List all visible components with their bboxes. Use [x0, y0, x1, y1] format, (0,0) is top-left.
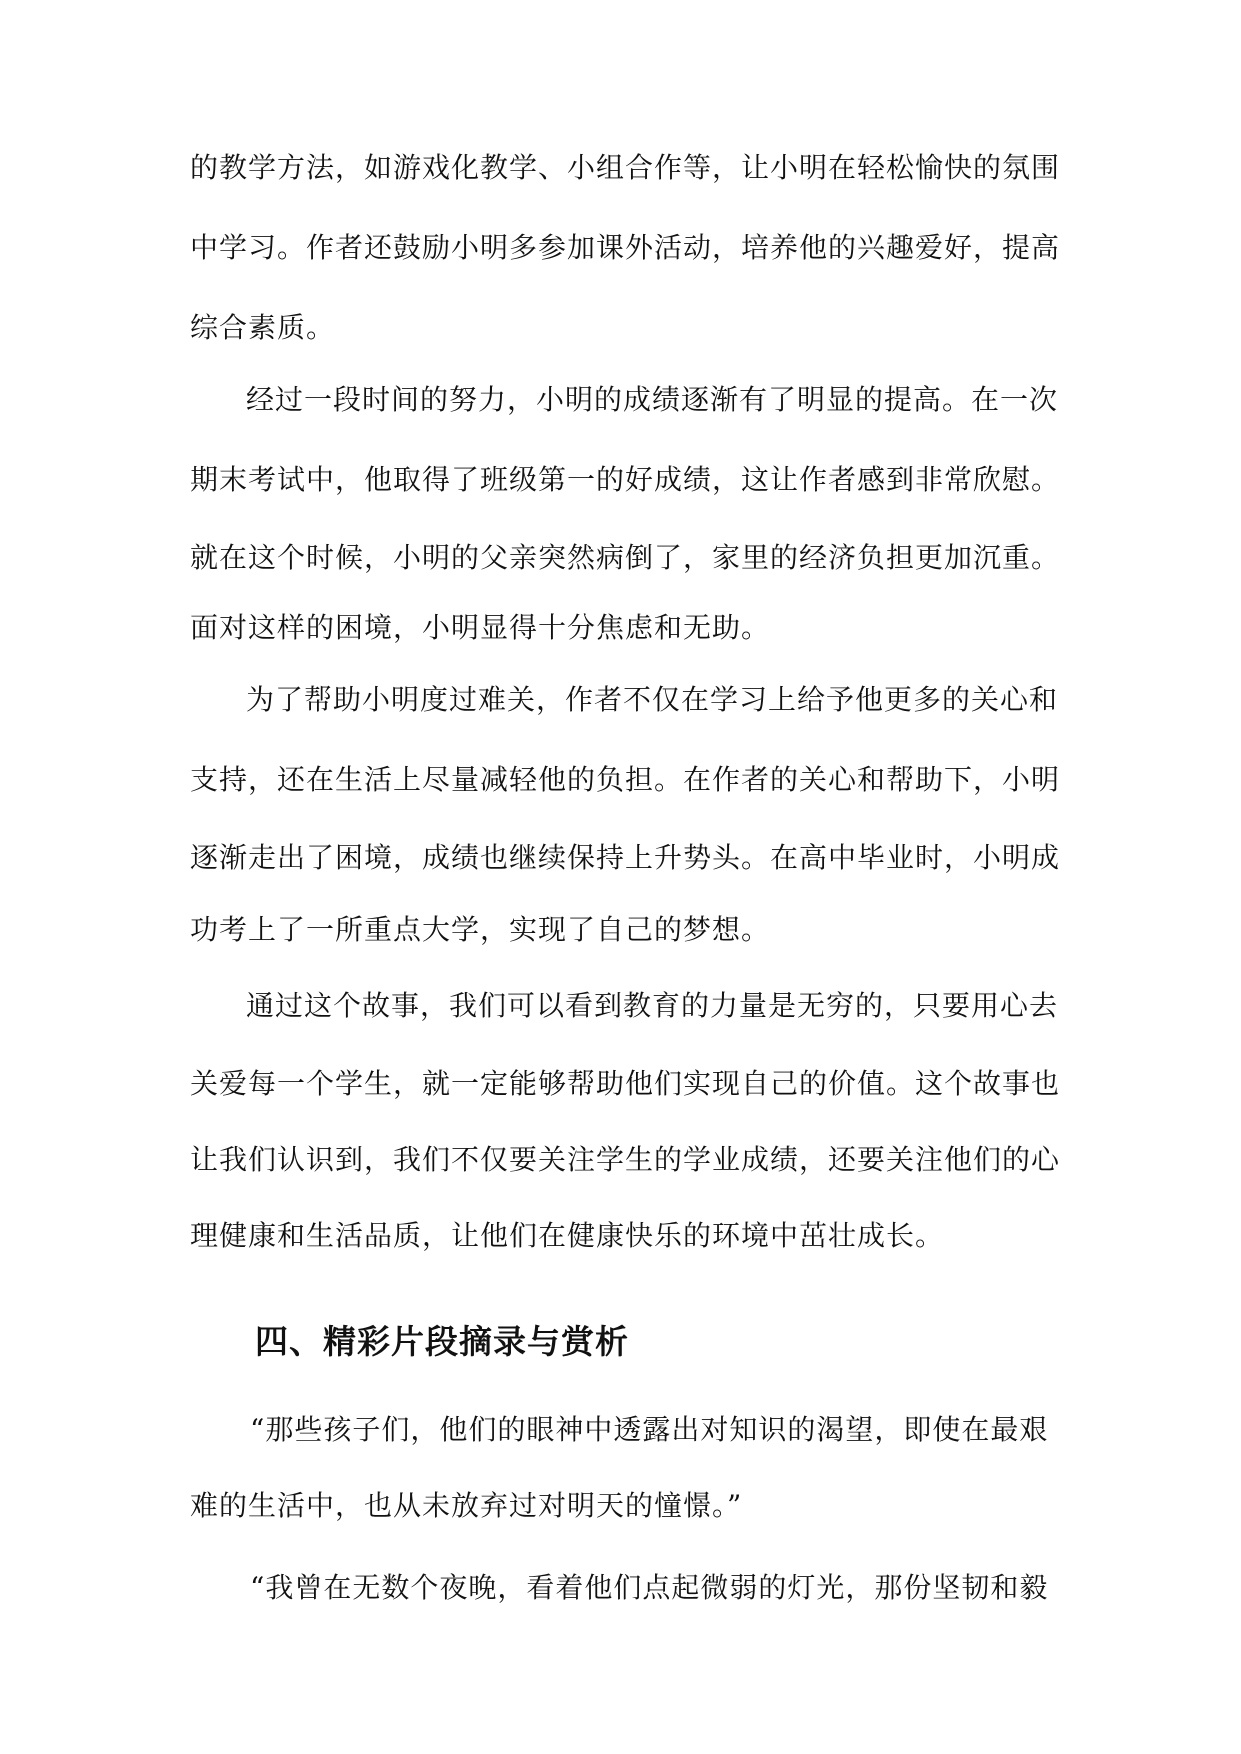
paragraph-line: 期末考试中，他取得了班级第一的好成绩，这让作者感到非常欣慰。: [190, 463, 1061, 496]
paragraph-line: 逐渐走出了困境，成绩也继续保持上升势头。在高中毕业时，小明成: [190, 841, 1061, 874]
paragraph-line: 就在这个时候，小明的父亲突然病倒了，家里的经济负担更加沉重。: [190, 541, 1061, 574]
paragraph-line: 面对这样的困境，小明显得十分焦虑和无助。: [190, 611, 771, 644]
paragraph-line: 综合素质。: [190, 311, 336, 344]
paragraph-line: 为了帮助小明度过难关，作者不仅在学习上给予他更多的关心和: [246, 683, 1059, 716]
paragraph-line: 经过一段时间的努力，小明的成绩逐渐有了明显的提高。在一次: [246, 383, 1059, 416]
quote-line: “我曾在无数个夜晚，看着他们点起微弱的灯光，那份坚韧和毅: [250, 1571, 1049, 1604]
paragraph-line: 的教学方法，如游戏化教学、小组合作等，让小明在轻松愉快的氛围: [190, 151, 1061, 184]
paragraph-line: 理健康和生活品质，让他们在健康快乐的环境中茁壮成长。: [190, 1219, 945, 1252]
quote-line: 难的生活中，也从未放弃过对明天的憧憬。”: [190, 1489, 743, 1522]
paragraph-line: 中学习。作者还鼓励小明多参加课外活动，培养他的兴趣爱好，提高: [190, 231, 1061, 264]
paragraph-line: 支持，还在生活上尽量减轻他的负担。在作者的关心和帮助下，小明: [190, 763, 1061, 796]
section-heading: 四、精彩片段摘录与赏析: [255, 1322, 629, 1361]
paragraph-line: 通过这个故事，我们可以看到教育的力量是无穷的，只要用心去: [246, 989, 1059, 1022]
quote-line: “那些孩子们，他们的眼神中透露出对知识的渴望，即使在最艰: [250, 1413, 1049, 1446]
paragraph-line: 让我们认识到，我们不仅要关注学生的学业成绩，还要关注他们的心: [190, 1143, 1061, 1176]
paragraph-line: 功考上了一所重点大学，实现了自己的梦想。: [190, 913, 771, 946]
paragraph-line: 关爱每一个学生，就一定能够帮助他们实现自己的价值。这个故事也: [190, 1067, 1061, 1100]
